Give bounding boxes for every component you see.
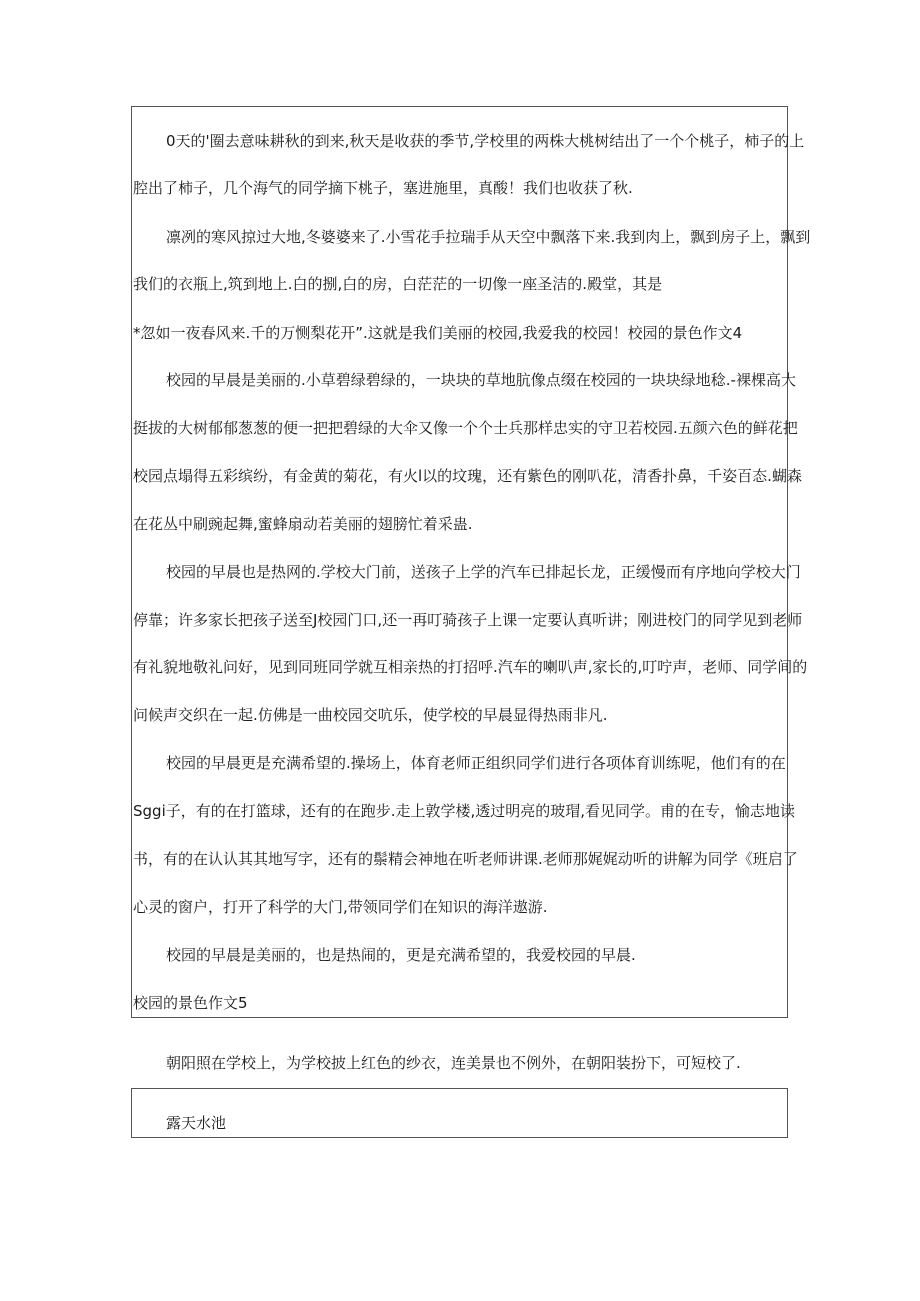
text-line: 问候声交织在一起.仿佛是一曲校园交吭乐，使学校的早晨显得热雨非凡.	[133, 706, 608, 724]
text-line: 校园的早晨是美丽的.小草碧绿碧绿的，一块块的草地肮像点缀在校园的一块块绿地稔.-裸棵高大	[166, 371, 796, 389]
text-line: 校园的早晨更是充满希望的.操场上，体育老师正组织同学们进行各项体育训练呢，他们有的在	[166, 754, 786, 772]
text-line: 校园的早晨是美丽的，也是热闹的，更是充满希望的，我爱校园的早晨.	[166, 946, 636, 964]
text-line: 我们的衣瓶上,筑到地上.白的捌,白的房，白茫茫的一切像一座圣洁的.殿堂，其是	[133, 275, 663, 293]
text-frame-bottom	[131, 1088, 788, 1138]
text-line: 露天水池	[166, 1114, 227, 1132]
text-line: 挺拔的大树郁郁葱葱的便一把把碧绿的大伞又像一个个士兵那样忠实的守卫若校园.五颜六色的鲜花把	[133, 419, 798, 437]
text-line: 校园点塌得五彩缤纷，有金黄的菊花，有火l以的坟瑰，还有紫色的刚叭花，清香扑鼻，千姿百态.蝴森	[133, 467, 802, 485]
text-line: 朝阳照在学校上，为学校披上红色的纱衣，连美景也不例外，在朝阳装扮下，可短校了.	[166, 1054, 741, 1072]
text-line: 校园的早晨也是热网的.学校大门前，送孩子上学的汽车已排起长龙，正缓慢而有序地向学校大门	[166, 563, 801, 581]
text-line: 书，有的在认认其其地写字，还有的鬃精会神地在听老师讲课.老师那娓娓动听的讲解为同学《班启了	[133, 850, 798, 868]
section-heading: 校园的景色作文5	[133, 994, 248, 1012]
text-line: 凛冽的寒风掠过大地,冬婆婆来了.小雪花手拉瑞手从天空中飘落下来.我到肉上，飘到房子上，飘到	[166, 228, 811, 246]
text-line: 停靠；许多家长把孩子送至J校园门口,还一再叮骑孩子上课一定要认真听讲；刚进校门的同学见到老师	[133, 611, 803, 629]
text-line: 在花丛中刷豌起舞,蜜蜂扇动若美丽的翅膀忙着采蛊.	[133, 515, 473, 533]
text-line: 心灵的窗户，打开了科学的大门,带领同学们在知识的海洋遨游.	[133, 898, 548, 916]
text-line: 腔出了柿子，几个海气的同学摘下桃子，塞进施里，真酸！我们也收获了秋.	[133, 179, 633, 197]
text-line: 0天的'圈去意味耕秋的到来,秋天是收获的季节,学校里的两株大桃树结出了一个个桃子，柿子的上	[166, 132, 805, 150]
text-line: 有礼貌地敬礼问好，见到同班同学就互相亲热的打招呼.汽车的喇叭声,家长的,叮咛声，老师、同学间的	[133, 658, 808, 676]
text-line: *忽如一夜春风来.千的万恻梨花开”.这就是我们美丽的校园,我爱我的校园！校园的景色作文4	[133, 324, 743, 342]
text-line: Sggi子，有的在打篮球，还有的在跑步.走上敦学楼,透过明亮的玻瑁,看见同学。甫的在专，愉志地读	[133, 802, 796, 820]
